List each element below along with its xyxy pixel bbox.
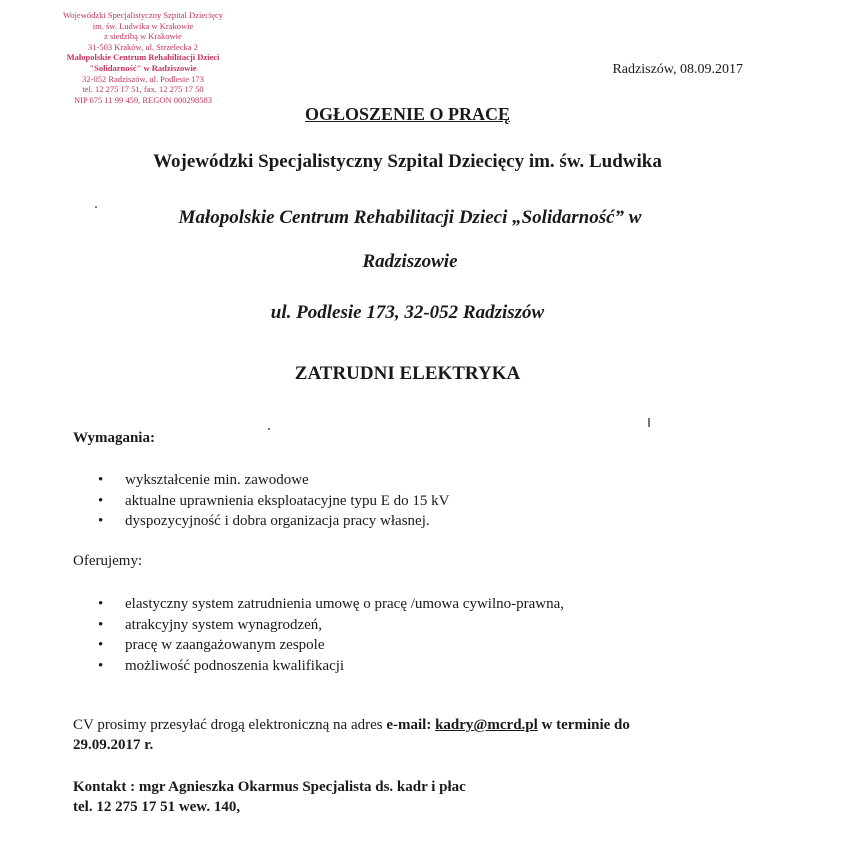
- stamp-line: tel. 12 275 17 51, fax. 12 275 17 50: [82, 84, 204, 95]
- stamp-line: 31-503 Kraków, ul. Strzelecka 2: [88, 41, 198, 52]
- scan-speck: [648, 418, 650, 427]
- stamp-line: 32-052 Radziszów, ul. Podlesie 173: [82, 73, 204, 84]
- job-title: ZATRUDNI ELEKTRYKA: [294, 363, 521, 384]
- deadline-date: 29.09.2017 r.: [73, 737, 154, 753]
- contact-phone: tel. 12 275 17 51 wew. 140,: [73, 799, 241, 815]
- requirements-heading: Wymagania:: [73, 430, 155, 446]
- requirements-list: [98, 470, 450, 532]
- email-label: e-mail:: [386, 717, 436, 733]
- centre-address: ul. Podlesie 173, 32-052 Radziszów: [270, 302, 545, 323]
- stamp-line: Wojewódzki Specjalistyczny Szpital Dziecięcy: [62, 10, 224, 20]
- document-date: Radziszów, 08.09.2017: [612, 62, 743, 77]
- list-item: • atrakcyjny system wynagrodzeń,: [98, 615, 564, 636]
- stamp-line: NIP 675 11 99 459, REGON 000298583: [74, 94, 212, 105]
- list-item: • aktualne uprawnienia eksploatacyjne typu E do 15 kV: [98, 491, 450, 512]
- institution-stamp: [20, 10, 266, 105]
- stamp-line: Małopolskie Centrum Rehabilitacji Dzieci: [66, 52, 220, 63]
- list-item: • elastyczny system zatrudnienia umowę o pracę /umowa cywilno-prawna,: [98, 594, 564, 615]
- scan-speck: [268, 428, 270, 430]
- stamp-line: im. św. Ludwika w Krakowie: [92, 20, 194, 31]
- centre-name-line2: Radziszowie: [362, 251, 458, 272]
- stamp-line: z siedzibą w Krakowie: [104, 31, 182, 42]
- list-item: • pracę w zaangażowanym zespole: [98, 635, 564, 656]
- deadline-prefix: w terminie do: [537, 717, 630, 733]
- offer-heading: Oferujemy:: [73, 553, 143, 569]
- centre-name: [110, 196, 710, 284]
- document-title: OGŁOSZENIE O PRACĘ: [304, 104, 511, 124]
- contact-info: [73, 777, 773, 817]
- list-item: • wykształcenie min. zawodowe: [98, 470, 450, 491]
- list-item: • dyspozycyjność i dobra organizacja pracy własnej.: [98, 511, 450, 532]
- stamp-line: "Solidarność" w Radziszowie: [89, 62, 197, 73]
- scan-speck: [95, 206, 97, 208]
- hospital-name: Wojewódzki Specjalistyczny Szpital Dziecięcy im. św. Ludwika: [153, 151, 662, 172]
- cv-prefix: CV prosimy przesyłać drogą elektroniczną na adres: [73, 717, 387, 733]
- email-link[interactable]: kadry@mcrd.pl: [435, 717, 538, 733]
- list-item: • możliwość podnoszenia kwalifikacji: [98, 656, 564, 677]
- centre-name-line1: Małopolskie Centrum Rehabilitacji Dzieci „Solidarność” w: [178, 207, 642, 228]
- offer-list: [98, 594, 564, 676]
- contact-person: Kontakt : mgr Agnieszka Okarmus Specjalista ds. kadr i płac: [73, 779, 466, 795]
- cv-instructions: [73, 715, 773, 755]
